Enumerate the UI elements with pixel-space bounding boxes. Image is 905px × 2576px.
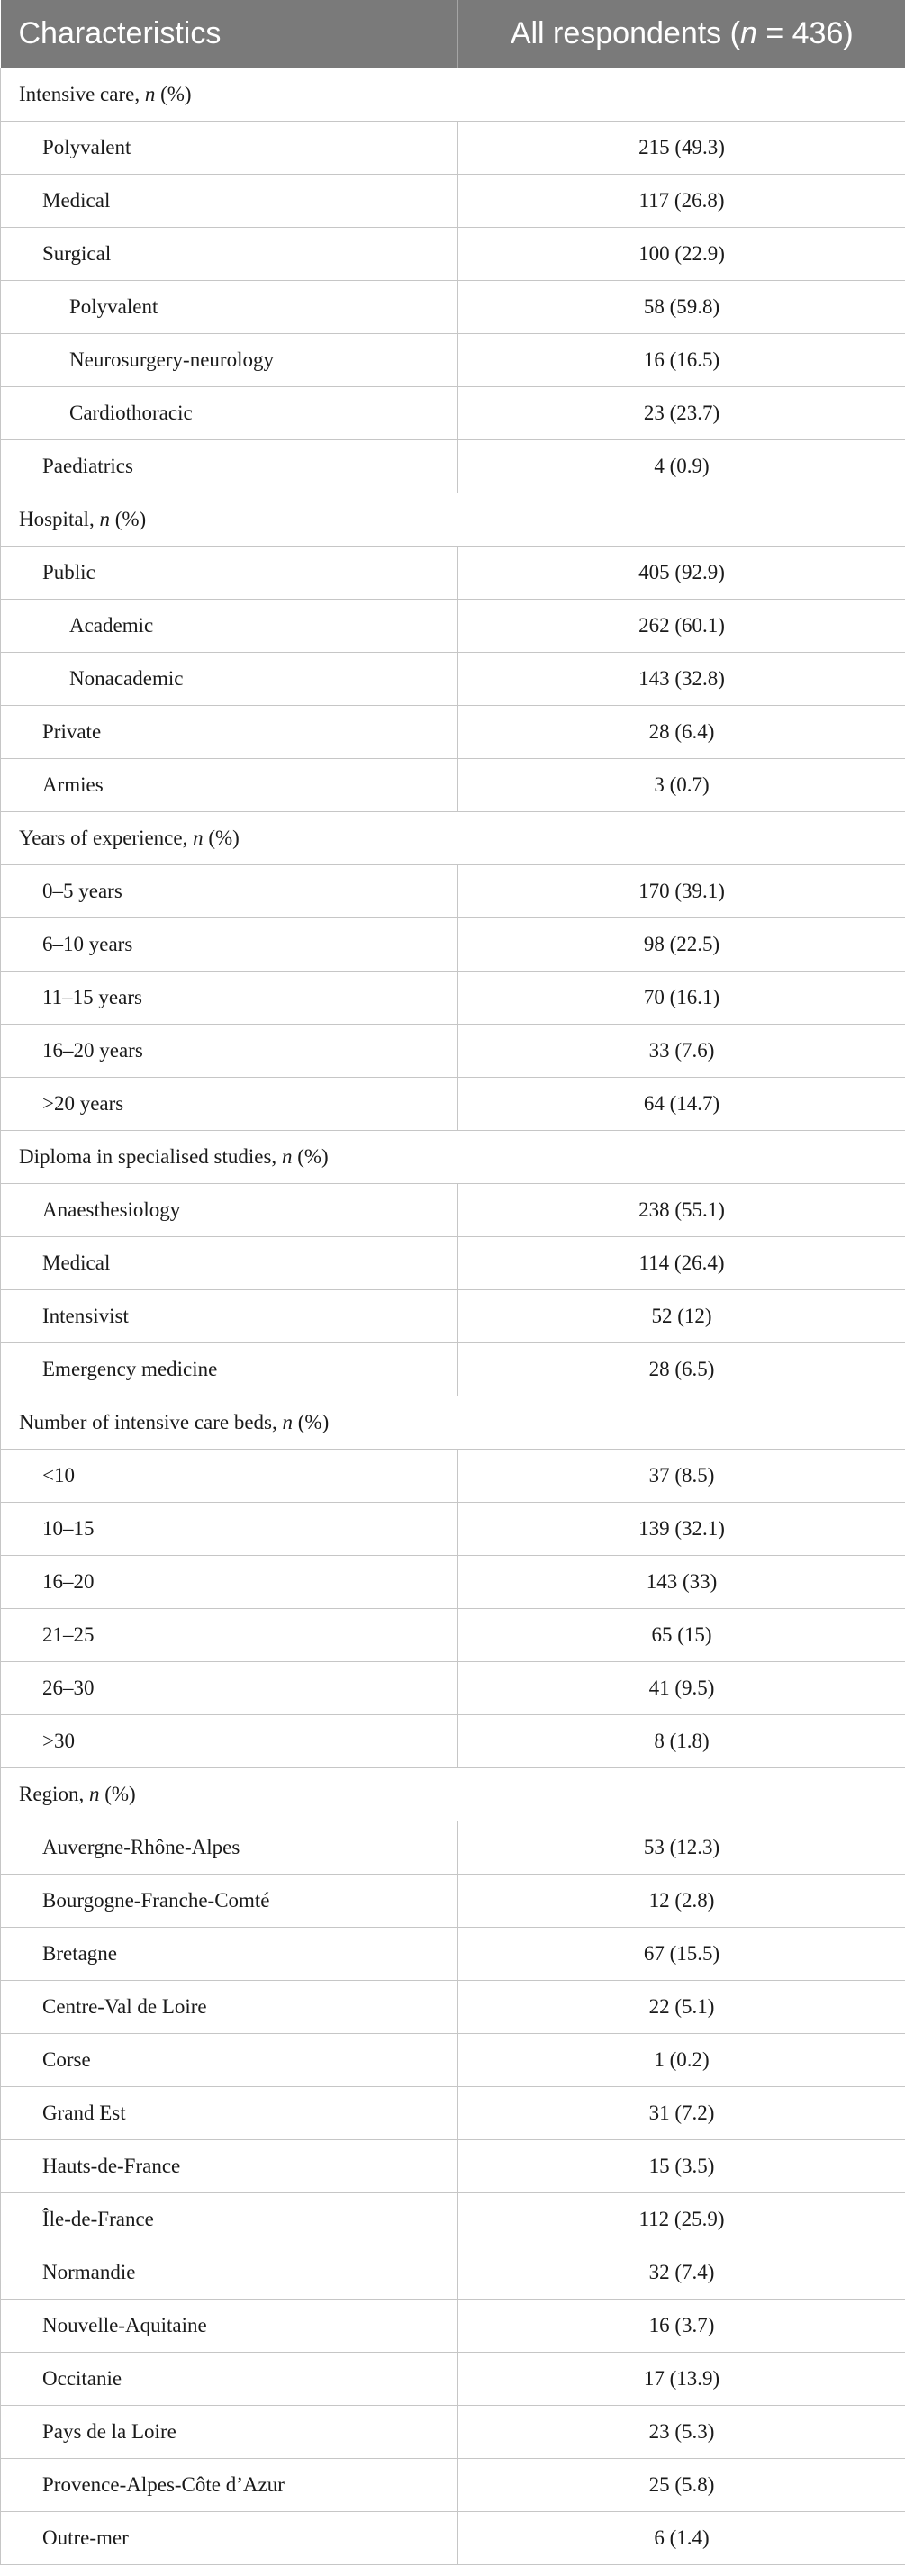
row-label: Corse bbox=[1, 2034, 458, 2087]
header-all-respondents bbox=[458, 0, 905, 68]
table-row bbox=[1, 334, 905, 387]
row-value: 37 (8.5) bbox=[458, 1450, 905, 1503]
section-label-suffix: (%) bbox=[292, 1145, 329, 1168]
table-row bbox=[1, 2140, 905, 2193]
section-label bbox=[1, 1131, 905, 1184]
table-row bbox=[1, 1450, 905, 1503]
section-label-suffix: (%) bbox=[99, 1783, 136, 1805]
row-value: 41 (9.5) bbox=[458, 1662, 905, 1715]
row-label: Armies bbox=[1, 759, 458, 812]
table-row bbox=[1, 1343, 905, 1396]
row-value: 33 (7.6) bbox=[458, 1025, 905, 1078]
row-label: Paediatrics bbox=[1, 440, 458, 493]
row-label: Bourgogne-Franche-Comté bbox=[1, 1875, 458, 1928]
row-label: Nonacademic bbox=[1, 653, 458, 706]
table-row bbox=[1, 1715, 905, 1768]
table-row bbox=[1, 1875, 905, 1928]
section-label bbox=[1, 493, 905, 547]
table-row bbox=[1, 2406, 905, 2459]
table-row bbox=[1, 1662, 905, 1715]
row-value: 70 (16.1) bbox=[458, 972, 905, 1025]
row-label: Public bbox=[1, 547, 458, 600]
header-prefix: All respondents ( bbox=[510, 16, 740, 50]
section-label bbox=[1, 68, 905, 122]
section-label-suffix: (%) bbox=[293, 1411, 330, 1433]
row-label: Medical bbox=[1, 175, 458, 228]
row-value: 405 (92.9) bbox=[458, 547, 905, 600]
table-row bbox=[1, 1290, 905, 1343]
row-label: Surgical bbox=[1, 228, 458, 281]
table-row bbox=[1, 2512, 905, 2565]
section-label-text: Number of intensive care beds, bbox=[19, 1411, 283, 1433]
table-row bbox=[1, 2246, 905, 2300]
row-value: 67 (15.5) bbox=[458, 1928, 905, 1981]
table-row bbox=[1, 281, 905, 334]
section-row bbox=[1, 812, 905, 865]
row-value: 215 (49.3) bbox=[458, 122, 905, 175]
section-row bbox=[1, 1768, 905, 1821]
row-value: 23 (5.3) bbox=[458, 2406, 905, 2459]
table-row bbox=[1, 1556, 905, 1609]
row-label: 6–10 years bbox=[1, 918, 458, 972]
row-label: 11–15 years bbox=[1, 972, 458, 1025]
row-label: Polyvalent bbox=[1, 122, 458, 175]
row-value: 25 (5.8) bbox=[458, 2459, 905, 2512]
section-row bbox=[1, 1396, 905, 1450]
row-label: >20 years bbox=[1, 1078, 458, 1131]
row-value: 12 (2.8) bbox=[458, 1875, 905, 1928]
row-label: >30 bbox=[1, 1715, 458, 1768]
row-label: Nouvelle-Aquitaine bbox=[1, 2300, 458, 2353]
row-value: 238 (55.1) bbox=[458, 1184, 905, 1237]
row-label: 16–20 bbox=[1, 1556, 458, 1609]
row-label: Auvergne-Rhône-Alpes bbox=[1, 1821, 458, 1875]
table-row bbox=[1, 653, 905, 706]
row-label: 21–25 bbox=[1, 1609, 458, 1662]
row-value: 28 (6.4) bbox=[458, 706, 905, 759]
row-label: Grand Est bbox=[1, 2087, 458, 2140]
table-row bbox=[1, 1821, 905, 1875]
section-row bbox=[1, 1131, 905, 1184]
table-row bbox=[1, 759, 905, 812]
row-label: Outre-mer bbox=[1, 2512, 458, 2565]
section-label-n: n bbox=[282, 1411, 294, 1433]
row-label: 16–20 years bbox=[1, 1025, 458, 1078]
row-label: 0–5 years bbox=[1, 865, 458, 918]
row-label: 26–30 bbox=[1, 1662, 458, 1715]
section-label-n: n bbox=[193, 827, 204, 849]
table-row bbox=[1, 1609, 905, 1662]
section-label-n: n bbox=[88, 1783, 100, 1805]
row-label: Centre-Val de Loire bbox=[1, 1981, 458, 2034]
header-characteristics: Characteristics bbox=[1, 0, 458, 68]
row-value: 15 (3.5) bbox=[458, 2140, 905, 2193]
table-row bbox=[1, 972, 905, 1025]
row-label: 10–15 bbox=[1, 1503, 458, 1556]
row-value: 3 (0.7) bbox=[458, 759, 905, 812]
row-label: Emergency medicine bbox=[1, 1343, 458, 1396]
row-value: 98 (22.5) bbox=[458, 918, 905, 972]
row-value: 17 (13.9) bbox=[458, 2353, 905, 2406]
table-row bbox=[1, 175, 905, 228]
row-value: 262 (60.1) bbox=[458, 600, 905, 653]
row-label: Polyvalent bbox=[1, 281, 458, 334]
table-row bbox=[1, 1237, 905, 1290]
section-label-text: Years of experience, bbox=[19, 827, 194, 849]
section-label bbox=[1, 812, 905, 865]
header-row bbox=[1, 0, 905, 68]
section-label-n: n bbox=[99, 508, 110, 530]
table-row bbox=[1, 228, 905, 281]
row-value: 16 (16.5) bbox=[458, 334, 905, 387]
section-label-text: Diploma in specialised studies, bbox=[19, 1145, 282, 1168]
table-row bbox=[1, 2353, 905, 2406]
table-row bbox=[1, 1981, 905, 2034]
row-value: 28 (6.5) bbox=[458, 1343, 905, 1396]
row-label: Private bbox=[1, 706, 458, 759]
section-label bbox=[1, 1768, 905, 1821]
table-row bbox=[1, 122, 905, 175]
table-row bbox=[1, 2193, 905, 2246]
row-value: 65 (15) bbox=[458, 1609, 905, 1662]
row-value: 6 (1.4) bbox=[458, 2512, 905, 2565]
table-row bbox=[1, 547, 905, 600]
row-value: 112 (25.9) bbox=[458, 2193, 905, 2246]
section-label-n: n bbox=[281, 1145, 293, 1168]
row-label: <10 bbox=[1, 1450, 458, 1503]
row-label: Intensivist bbox=[1, 1290, 458, 1343]
table-row bbox=[1, 2459, 905, 2512]
row-value: 1 (0.2) bbox=[458, 2034, 905, 2087]
table-row bbox=[1, 2087, 905, 2140]
section-row bbox=[1, 493, 905, 547]
table-row bbox=[1, 865, 905, 918]
row-label: Hauts-de-France bbox=[1, 2140, 458, 2193]
table-row bbox=[1, 2034, 905, 2087]
row-label: Medical bbox=[1, 1237, 458, 1290]
row-label: Cardiothoracic bbox=[1, 387, 458, 440]
table-row bbox=[1, 706, 905, 759]
row-value: 32 (7.4) bbox=[458, 2246, 905, 2300]
table-row bbox=[1, 1928, 905, 1981]
row-value: 8 (1.8) bbox=[458, 1715, 905, 1768]
row-value: 170 (39.1) bbox=[458, 865, 905, 918]
table-row bbox=[1, 387, 905, 440]
table-row bbox=[1, 1025, 905, 1078]
section-label-text: Region, bbox=[19, 1783, 89, 1805]
row-value: 139 (32.1) bbox=[458, 1503, 905, 1556]
header-n: n bbox=[739, 16, 757, 50]
row-value: 64 (14.7) bbox=[458, 1078, 905, 1131]
row-label: Normandie bbox=[1, 2246, 458, 2300]
row-label: Academic bbox=[1, 600, 458, 653]
row-value: 143 (33) bbox=[458, 1556, 905, 1609]
section-label-suffix: (%) bbox=[155, 83, 192, 105]
row-value: 22 (5.1) bbox=[458, 1981, 905, 2034]
table-row bbox=[1, 918, 905, 972]
row-value: 31 (7.2) bbox=[458, 2087, 905, 2140]
section-label-suffix: (%) bbox=[203, 827, 240, 849]
row-label: Île-de-France bbox=[1, 2193, 458, 2246]
section-label-suffix: (%) bbox=[109, 508, 147, 530]
row-label: Anaesthesiology bbox=[1, 1184, 458, 1237]
row-label: Pays de la Loire bbox=[1, 2406, 458, 2459]
row-value: 58 (59.8) bbox=[458, 281, 905, 334]
row-value: 53 (12.3) bbox=[458, 1821, 905, 1875]
row-value: 4 (0.9) bbox=[458, 440, 905, 493]
row-value: 16 (3.7) bbox=[458, 2300, 905, 2353]
table-row bbox=[1, 1503, 905, 1556]
table-row bbox=[1, 2300, 905, 2353]
table-row bbox=[1, 1078, 905, 1131]
section-label-n: n bbox=[144, 83, 156, 105]
row-label: Bretagne bbox=[1, 1928, 458, 1981]
table-row bbox=[1, 600, 905, 653]
section-label-text: Hospital, bbox=[19, 508, 100, 530]
section-label-text: Intensive care, bbox=[19, 83, 145, 105]
row-value: 143 (32.8) bbox=[458, 653, 905, 706]
row-label: Occitanie bbox=[1, 2353, 458, 2406]
table-row bbox=[1, 1184, 905, 1237]
section-label bbox=[1, 1396, 905, 1450]
section-row bbox=[1, 68, 905, 122]
row-label: Neurosurgery-neurology bbox=[1, 334, 458, 387]
row-value: 100 (22.9) bbox=[458, 228, 905, 281]
table-row bbox=[1, 440, 905, 493]
row-value: 117 (26.8) bbox=[458, 175, 905, 228]
row-value: 23 (23.7) bbox=[458, 387, 905, 440]
row-label: Provence-Alpes-Côte d’Azur bbox=[1, 2459, 458, 2512]
header-suffix: = 436) bbox=[756, 16, 854, 50]
row-value: 52 (12) bbox=[458, 1290, 905, 1343]
row-value: 114 (26.4) bbox=[458, 1237, 905, 1290]
